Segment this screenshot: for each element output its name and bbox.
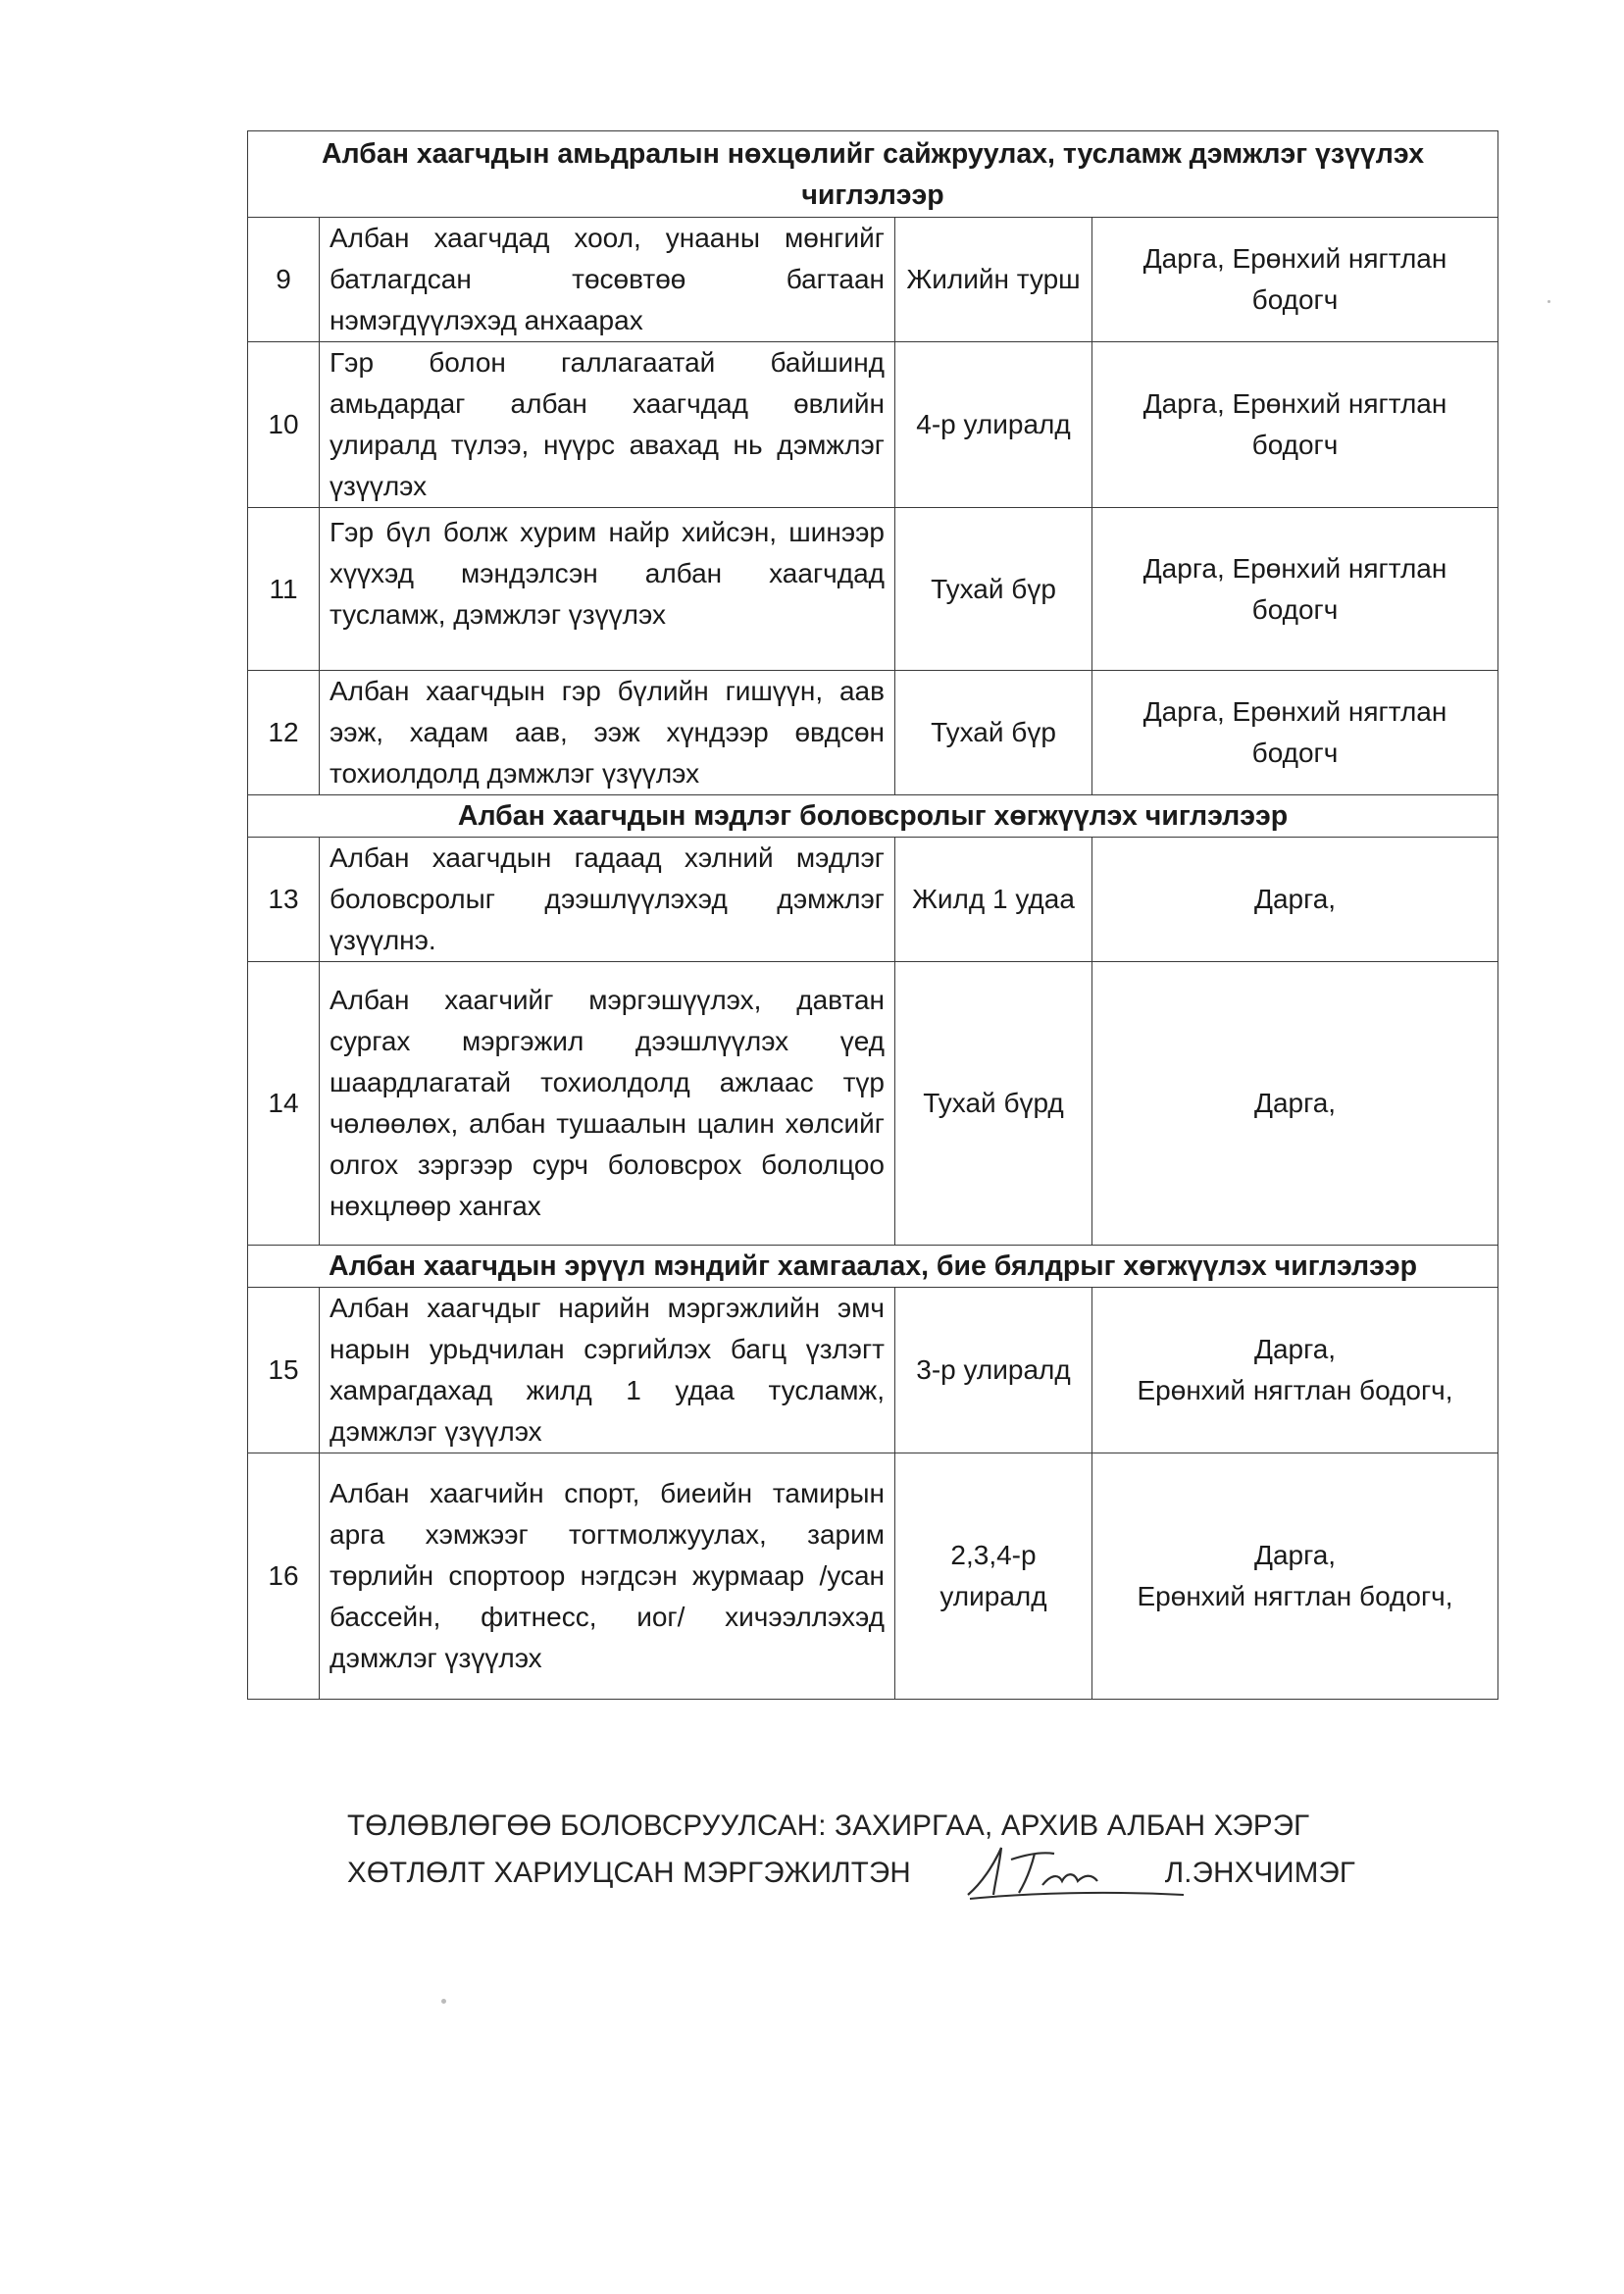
row-number: 13 (248, 838, 320, 962)
responsible-line: Дарга, Ерөнхий нягтлан бодогч (1142, 696, 1447, 768)
row-responsible (1092, 962, 1498, 1246)
table-row (248, 1453, 1498, 1700)
row-number: 9 (248, 218, 320, 342)
scan-speck (441, 1999, 446, 2004)
footer-line-2 (347, 1850, 1387, 1897)
row-description: Албан хаагчийн спорт, биеийн тамирын арга хэмжээг тогтмолжуулах, зарим төрлийн спортоор нэгдсэн журмаар /усан бассейн, фитнесс, иог/ хичээллэхэд дэмжлэг үзүүлэх (320, 1453, 895, 1700)
row-timeframe: 4-р улиралд (895, 342, 1092, 508)
row-timeframe: 3-р улиралд (895, 1288, 1092, 1453)
signer-name: Л.ЭНХЧИМЭГ (1164, 1857, 1356, 1889)
table-row (248, 962, 1498, 1246)
responsible-line: Дарга, (1253, 1540, 1337, 1570)
row-responsible (1092, 1288, 1498, 1453)
table-row (248, 218, 1498, 342)
section-header-row (248, 1246, 1498, 1288)
row-number: 16 (248, 1453, 320, 1700)
row-responsible (1092, 1453, 1498, 1700)
table-row (248, 508, 1498, 671)
row-number: 10 (248, 342, 320, 508)
section-title: Албан хаагчдын мэдлэг боловсролыг хөгжүүлэх чиглэлээр (248, 795, 1498, 838)
row-description: Албан хаагчдад хоол, унааны мөнгийг батлагдсан төсөвтөө багтаан нэмэгдүүлэхэд анхаарах (320, 218, 895, 342)
row-responsible (1092, 508, 1498, 671)
signature-icon (960, 1840, 1186, 1905)
row-number: 15 (248, 1288, 320, 1453)
row-responsible (1092, 342, 1498, 508)
document-footer (347, 1803, 1387, 1897)
responsible-line: Дарга, Ерөнхий нягтлан бодогч (1142, 243, 1447, 315)
row-number: 14 (248, 962, 320, 1246)
table-row (248, 1288, 1498, 1453)
plan-table (247, 130, 1498, 1700)
responsible-line: Дарга, (1253, 1088, 1337, 1118)
row-timeframe: Тухай бүр (895, 508, 1092, 671)
responsible-line: Дарга, Ерөнхий нягтлан бодогч (1142, 552, 1447, 625)
row-responsible (1092, 838, 1498, 962)
row-timeframe: 2,3,4-р улиралд (895, 1453, 1092, 1700)
responsible-line: Дарга, (1253, 884, 1337, 914)
scan-speck (1548, 300, 1550, 303)
section-header-row (248, 131, 1498, 218)
footer-line-1: ТӨЛӨВЛӨГӨӨ БОЛОВСРУУЛСАН: ЗАХИРГАА, АРХИВ АЛБАН ХЭРЭГ (347, 1810, 1310, 1842)
responsible-line: Дарга, Ерөнхий нягтлан бодогч (1142, 388, 1447, 460)
row-number: 12 (248, 671, 320, 795)
table-row (248, 838, 1498, 962)
row-responsible (1092, 218, 1498, 342)
section-title: Албан хаагчдын амьдралын нөхцөлийг сайжруулах, тусламж дэмжлэг үзүүлэх чиглэлээр (248, 131, 1498, 218)
row-description: Гэр бүл болж хурим найр хийсэн, шинээр хүүхэд мэндэлсэн албан хаагчдад тусламж, дэмжлэг үзүүлэх (320, 508, 895, 671)
row-responsible (1092, 671, 1498, 795)
row-number: 11 (248, 508, 320, 671)
row-description: Албан хаагчдын гадаад хэлний мэдлэг боловсролыг дээшлүүлэхэд дэмжлэг үзүүлнэ. (320, 838, 895, 962)
section-title: Албан хаагчдын эрүүл мэндийг хамгаалах, бие бялдрыг хөгжүүлэх чиглэлээр (248, 1246, 1498, 1288)
row-timeframe: Жилд 1 удаа (895, 838, 1092, 962)
table-row (248, 342, 1498, 508)
row-description: Албан хаагчдын гэр бүлийн гишүүн, аав ээж, хадам аав, ээж хүндээр өвдсөн тохиолдолд дэмжлэг үзүүлэх (320, 671, 895, 795)
section-header-row (248, 795, 1498, 838)
footer-role: ХӨТЛӨЛТ ХАРИУЦСАН МЭРГЭЖИЛТЭН (347, 1857, 911, 1889)
row-timeframe: Тухай бүр (895, 671, 1092, 795)
row-description: Албан хаагчийг мэргэшүүлэх, давтан сургах мэргэжил дээшлүүлэх үед шаардлагатай тохиолдолд ажлаас түр чөлөөлөх, албан тушаалын цалин хөлсийг олгох зэргээр сурч боловсрох бололцоо нөхцлөөр хангах (320, 962, 895, 1246)
row-description: Гэр болон галлагаатай байшинд амьдардаг албан хаагчдад өвлийн улиралд түлээ, нүүрс авахад нь дэмжлэг үзүүлэх (320, 342, 895, 508)
responsible-line: Ерөнхий нягтлан бодогч, (1137, 1581, 1453, 1611)
row-description: Албан хаагчдыг нарийн мэргэжлийн эмч нарын урьдчилан сэргийлэх багц үзлэгт хамрагдахад жилд 1 удаа тусламж, дэмжлэг үзүүлэх (320, 1288, 895, 1453)
responsible-line: Дарга, (1253, 1334, 1337, 1364)
row-timeframe: Жилийн турш (895, 218, 1092, 342)
responsible-line: Ерөнхий нягтлан бодогч, (1137, 1375, 1453, 1405)
row-timeframe: Тухай бүрд (895, 962, 1092, 1246)
table-row (248, 671, 1498, 795)
